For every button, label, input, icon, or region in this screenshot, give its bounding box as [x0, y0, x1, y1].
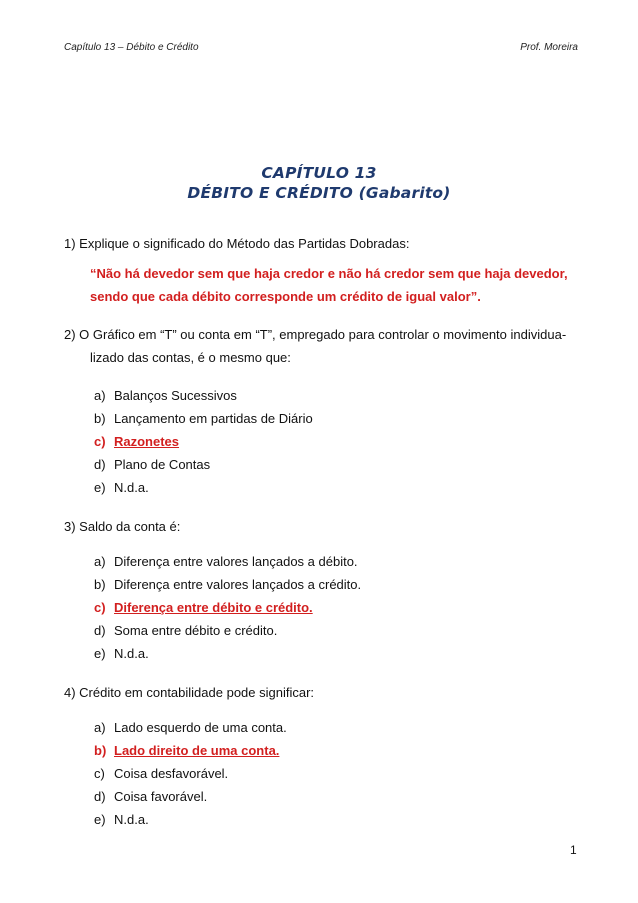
q3-option-c-correct: c) Diferença entre débito e crédito.	[94, 600, 313, 615]
question-3: 3) Saldo da conta é:	[64, 519, 181, 534]
q3-option-a: a) Diferença entre valores lançados a débito.	[94, 554, 358, 569]
q4-option-a: a) Lado esquerdo de uma conta.	[94, 720, 287, 735]
answer-1-line-2: sendo que cada débito corresponde um crédito de igual valor”.	[90, 289, 481, 304]
q4-option-c: c) Coisa desfavorável.	[94, 766, 229, 781]
chapter-title: CAPÍTULO 13	[261, 164, 377, 182]
question-2-line-1: 2) O Gráfico em “T” ou conta em “T”, empregado para controlar o movimento individua-	[64, 327, 567, 342]
q2-option-e: e) N.d.a.	[94, 480, 149, 495]
q2-option-c-correct: c) Razonetes	[94, 434, 180, 449]
question-4: 4) Crédito em contabilidade pode significar:	[64, 685, 315, 700]
header-chapter: Capítulo 13 – Débito e Crédito	[64, 42, 199, 53]
q4-option-b-correct: b) Lado direito de uma conta.	[94, 743, 280, 758]
q4-option-d: d) Coisa favorável.	[94, 789, 208, 804]
q2-option-a: a) Balanços Sucessivos	[94, 388, 237, 403]
q2-option-b: b) Lançamento em partidas de Diário	[94, 411, 313, 426]
question-2-line-2: lizado das contas, é o mesmo que:	[90, 350, 291, 365]
header-author: Prof. Moreira	[520, 42, 578, 53]
q2-option-d: d) Plano de Contas	[94, 457, 211, 472]
answer-1-line-1: “Não há devedor sem que haja credor e não há credor sem que haja devedor,	[90, 266, 568, 281]
q3-option-e: e) N.d.a.	[94, 646, 149, 661]
q3-option-d: d) Soma entre débito e crédito.	[94, 623, 278, 638]
page-number: 1	[570, 843, 577, 857]
question-1: 1) Explique o significado do Método das Partidas Dobradas:	[64, 236, 410, 251]
q3-option-b: b) Diferença entre valores lançados a crédito.	[94, 577, 362, 592]
page-header	[64, 42, 578, 58]
chapter-subtitle: DÉBITO E CRÉDITO (Gabarito)	[187, 184, 451, 202]
q4-option-e: e) N.d.a.	[94, 812, 149, 827]
